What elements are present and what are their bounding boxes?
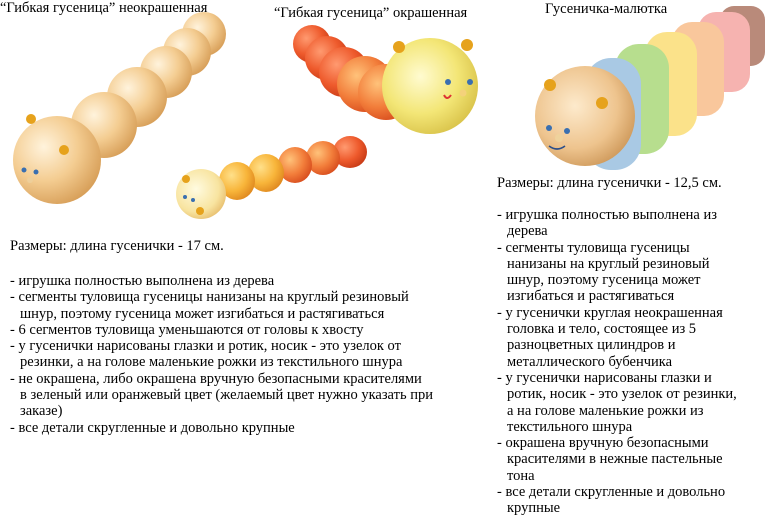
- feature-line: резинки, а на голове маленькие рожки из текстильного шнура: [20, 354, 403, 371]
- size-text-flexible: Размеры: длина гусенички - 17 см.: [10, 238, 224, 254]
- feature-line: - у гусенички круглая неокрашенная: [497, 304, 723, 321]
- feature-line: изгибаться и растягиваться: [507, 288, 675, 305]
- feature-line: - у гусенички нарисованы глазки и: [497, 369, 712, 386]
- feature-line: - игрушка полностью выполнена из: [497, 207, 717, 223]
- caption-flexible-painted: “Гибкая гусеница” окрашенная: [274, 5, 468, 21]
- feature-line: - 6 сегментов туловища уменьшаются от головы к хвосту: [10, 321, 364, 338]
- feature-line: дерева: [507, 223, 548, 240]
- feature-line: заказе): [20, 403, 63, 420]
- feature-line: шнур, поэтому гусеница может изгибаться и растягиваться: [20, 305, 385, 322]
- feature-line: - сегменты туловища гусеницы: [497, 239, 690, 256]
- feature-line: - окрашена вручную безопасными: [497, 435, 709, 452]
- features-list-flexible: [10, 273, 500, 436]
- feature-line: ротик, носик - это узелок от резинки,: [507, 386, 737, 403]
- features-list-baby: [497, 207, 769, 517]
- feature-line: текстильного шнура: [507, 418, 633, 435]
- feature-line: нанизаны на круглый резиновый: [507, 255, 710, 272]
- feature-line: - все детали скругленные и довольно: [497, 484, 726, 501]
- feature-line: - у гусенички нарисованы глазки и ротик, носик - это узелок от: [10, 338, 401, 355]
- caterpillar-painted-orange-photo: [293, 25, 478, 134]
- feature-line: головка и тело, состоящее из 5: [507, 321, 697, 338]
- feature-line: разноцветных цилиндров и: [507, 337, 676, 354]
- feature-line: - игрушка полностью выполнена из дерева: [10, 273, 275, 289]
- size-text-baby: Размеры: длина гусенички - 12,5 см.: [497, 175, 722, 191]
- caption-caterpillar-baby: Гусеничка-малютка: [545, 1, 668, 17]
- feature-line: - сегменты туловища гусеницы нанизаны на круглый резиновый: [10, 289, 409, 306]
- caption-flexible-unpainted: “Гибкая гусеница” неокрашенная: [0, 0, 208, 16]
- feature-line: крупные: [507, 500, 561, 517]
- feature-line: красителями в нежные пастельные: [507, 451, 723, 468]
- feature-line: тона: [507, 467, 535, 484]
- feature-line: шнур, поэтому гусеница может: [507, 272, 701, 289]
- feature-line: а на голове маленькие рожки из: [507, 402, 704, 419]
- feature-line: - все детали скругленные и довольно крупные: [10, 419, 295, 436]
- caterpillar-painted-small-photo: [176, 136, 367, 219]
- feature-line: в зеленый или оранжевый цвет (желаемый цвет нужно указать при: [20, 387, 433, 404]
- feature-line: - не окрашена, либо окрашена вручную безопасными красителями: [10, 370, 422, 387]
- caterpillar-pastel-photo: [535, 6, 765, 170]
- feature-line: металлического бубенчика: [507, 353, 673, 370]
